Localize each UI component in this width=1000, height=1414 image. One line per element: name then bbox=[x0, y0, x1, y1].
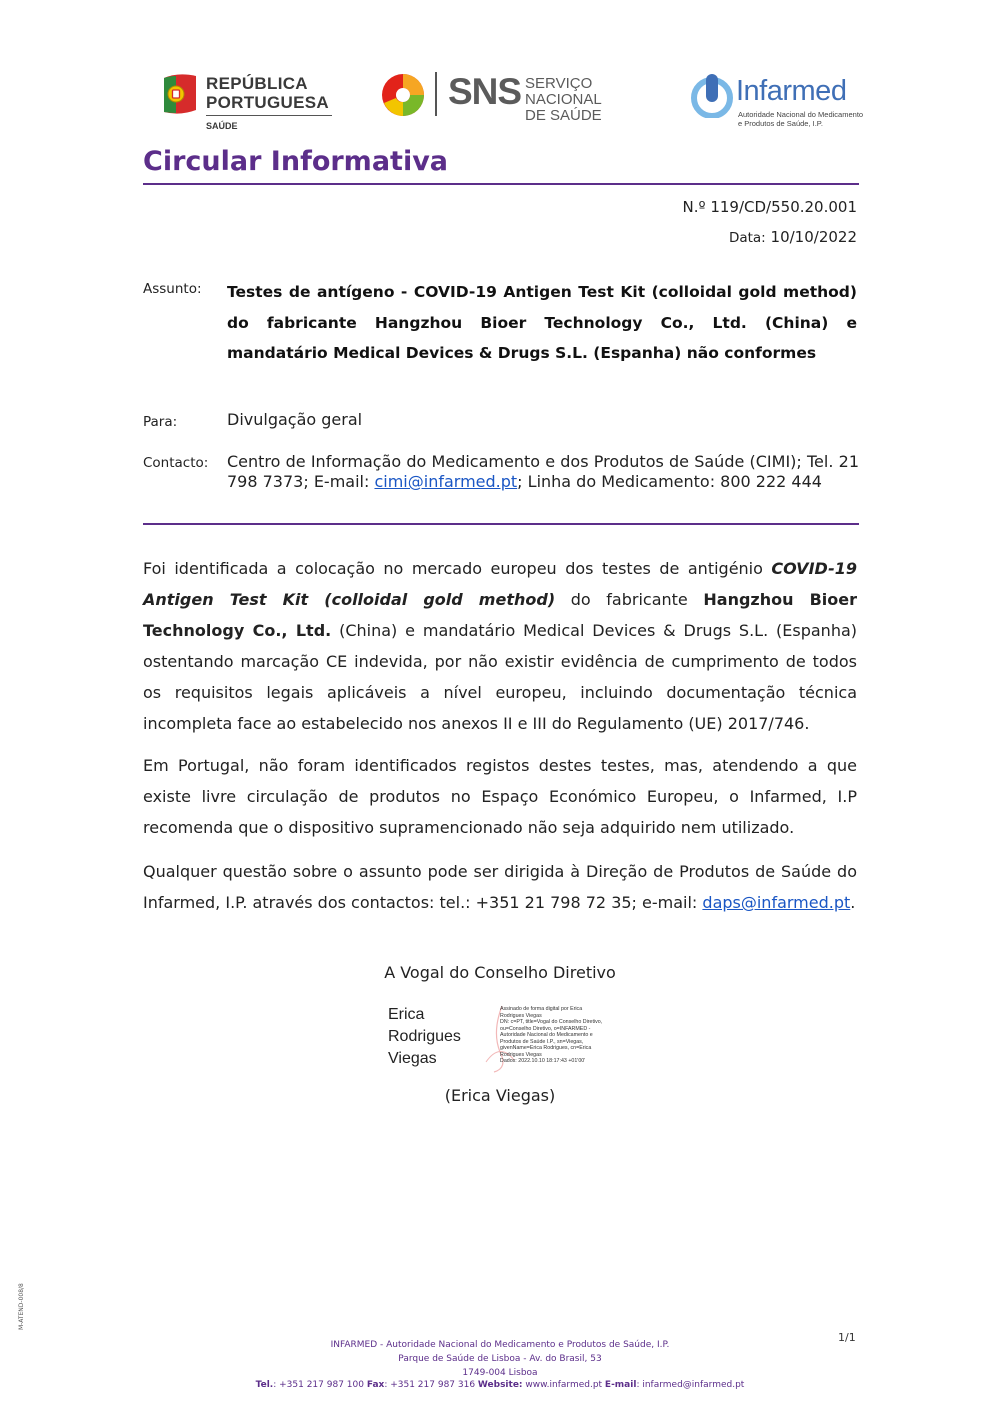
digital-signature-details bbox=[500, 1006, 616, 1065]
date-value: 10/10/2022 bbox=[770, 228, 857, 246]
digital-signature-name bbox=[388, 1004, 478, 1070]
p3-end: . bbox=[850, 893, 856, 912]
sig-line: Autoridade Nacional do Medicamento e bbox=[500, 1032, 593, 1038]
logo-divider bbox=[206, 115, 332, 116]
sig-line: Assinado de forma digital por Erica bbox=[500, 1006, 583, 1012]
title-divider bbox=[143, 183, 859, 185]
sns-line2: DE SAÚDE bbox=[525, 107, 602, 124]
footer-fax-label: Fax bbox=[366, 1380, 385, 1390]
portugal-flag-emblem-icon bbox=[160, 72, 200, 116]
body-paragraph-1 bbox=[143, 553, 857, 739]
page-number: 1/1 bbox=[838, 1331, 856, 1344]
sig-line: Rodrigues Viegas bbox=[500, 1012, 542, 1019]
sns-line1: SERVIÇO NACIONAL bbox=[525, 75, 602, 108]
to-label: Para: bbox=[143, 414, 178, 430]
footer-org: INFARMED - Autoridade Nacional do Medicamento e Produtos de Saúde, I.P. bbox=[330, 1340, 670, 1350]
cimi-email-link[interactable]: cimi@infarmed.pt bbox=[374, 472, 518, 491]
signer-last: Viegas bbox=[388, 1050, 437, 1067]
signer-first: Erica bbox=[388, 1006, 425, 1023]
p1-text-c: (China) e mandatário Medical Devices & Drugs S.L. (Espanha) ostentando marcação CE indevida, por não existir evidência de cumprimento de todos os requisitos legais aplicáveis a nível europeu, incluindo documentação técnica incompleta face ao estabelecido nos anexos II e III do Regulamento (UE) 2017/746. bbox=[143, 621, 858, 733]
footer-email[interactable]: : infarmed@infarmed.pt bbox=[636, 1380, 745, 1390]
product-name: COVID-19 Antigen Test Kit (colloidal gold method) bbox=[143, 559, 857, 609]
p1-text-a: Foi identificada a colocação no mercado europeu dos testes de antigénio bbox=[143, 559, 772, 578]
sig-line: DN: c=PT, title=Vogal do Conselho Diretivo, bbox=[500, 1019, 603, 1025]
contact-label: Contacto: bbox=[143, 455, 209, 471]
body-paragraph-2: Em Portugal, não foram identificados registos destes testes, mas, atendendo a que existe livre circulação de produtos no Espaço Económico Europeu, o Infarmed, I.P recomenda que o dispositivo supramencionado não seja adquirido nem utilizado. bbox=[143, 756, 857, 837]
subject-label: Assunto: bbox=[143, 281, 202, 297]
sig-line: Rodrigues Viegas bbox=[500, 1051, 542, 1058]
infarmed-brand: Infarmed bbox=[736, 75, 847, 107]
footer-contacts bbox=[0, 1380, 1000, 1390]
meta-divider bbox=[143, 523, 859, 525]
sns-abbr: SNS bbox=[448, 71, 522, 112]
form-code: M-ATEND-008/8 bbox=[18, 1283, 25, 1330]
infarmed-logo bbox=[690, 72, 865, 132]
footer-web[interactable]: www.infarmed.pt bbox=[522, 1380, 605, 1390]
contact-text: Centro de Informação do Medicamento e dos Produtos de Saúde (CIMI); Tel. 21 798 7373; E-mail: bbox=[227, 452, 859, 491]
footer-address: Parque de Saúde de Lisboa - Av. do Brasil, 53 bbox=[398, 1354, 602, 1364]
body-paragraph-3 bbox=[143, 856, 857, 918]
p3-text: Qualquer questão sobre o assunto pode ser dirigida à Direção de Produtos de Saúde do Infarmed, I.P. através dos contactos: tel.: +351 21 798 72 35; e-mail: bbox=[143, 862, 857, 912]
infarmed-tagline2: e Produtos de Saúde, I.P. bbox=[738, 119, 823, 128]
signer-role: A Vogal do Conselho Diretivo bbox=[384, 963, 616, 982]
sig-line: ou=Conselho Diretivo, o=INFARMED - bbox=[500, 1025, 591, 1032]
reference-number: N.º 119/CD/550.20.001 bbox=[682, 198, 857, 216]
footer-fax: : +351 217 987 316 bbox=[384, 1380, 478, 1390]
sig-line: givenName=Erica Rodrigues, cn=Erica bbox=[500, 1045, 592, 1051]
to-value: Divulgação geral bbox=[227, 410, 363, 429]
signer-middle: Rodrigues bbox=[388, 1028, 461, 1045]
footer-web-label: Website: bbox=[477, 1380, 523, 1390]
subject-text: Testes de antígeno - COVID-19 Antigen Test Kit (colloidal gold method) do fabricante Hangzhou Bioer Technology Co., Ltd. (China) e mandatário Medical Devices & Drugs S.L. (Espanha) não conformes bbox=[227, 283, 857, 362]
page-title: Circular Informativa bbox=[143, 146, 449, 177]
infarmed-tagline1: Autoridade Nacional do Medicamento bbox=[738, 110, 864, 119]
sig-line: Produtos de Saúde I.P., sn=Viegas, bbox=[500, 1038, 584, 1045]
signer-name: (Erica Viegas) bbox=[444, 1086, 556, 1105]
republica-portuguesa-logo bbox=[160, 72, 335, 134]
manufacturer-name: Hangzhou Bioer Technology Co., Ltd. bbox=[143, 590, 858, 640]
portuguesa-text: PORTUGUESA bbox=[206, 93, 329, 112]
contact-value bbox=[227, 452, 859, 492]
republica-text: REPÚBLICA bbox=[206, 74, 308, 93]
infarmed-emblem-icon bbox=[690, 72, 734, 118]
daps-email-link[interactable]: daps@infarmed.pt bbox=[702, 893, 851, 912]
date-row bbox=[729, 228, 857, 246]
sns-divider bbox=[435, 72, 437, 116]
date-label: Data: bbox=[728, 230, 766, 246]
footer-email-label: E-mail bbox=[604, 1380, 637, 1390]
p1-text-b: do fabricante bbox=[555, 590, 704, 609]
footer-tel: : +351 217 987 100 bbox=[273, 1380, 367, 1390]
sns-logo bbox=[380, 70, 650, 124]
footer-tel-label: Tel. bbox=[255, 1380, 274, 1390]
sig-line: Dados: 2022.10.10 18:17:43 +01'00' bbox=[500, 1058, 586, 1064]
saude-text: SAÚDE bbox=[206, 121, 238, 131]
footer-city: 1749-004 Lisboa bbox=[462, 1368, 538, 1378]
contact-text-end: ; Linha do Medicamento: 800 222 444 bbox=[517, 472, 822, 491]
sns-emblem-icon bbox=[380, 72, 426, 118]
